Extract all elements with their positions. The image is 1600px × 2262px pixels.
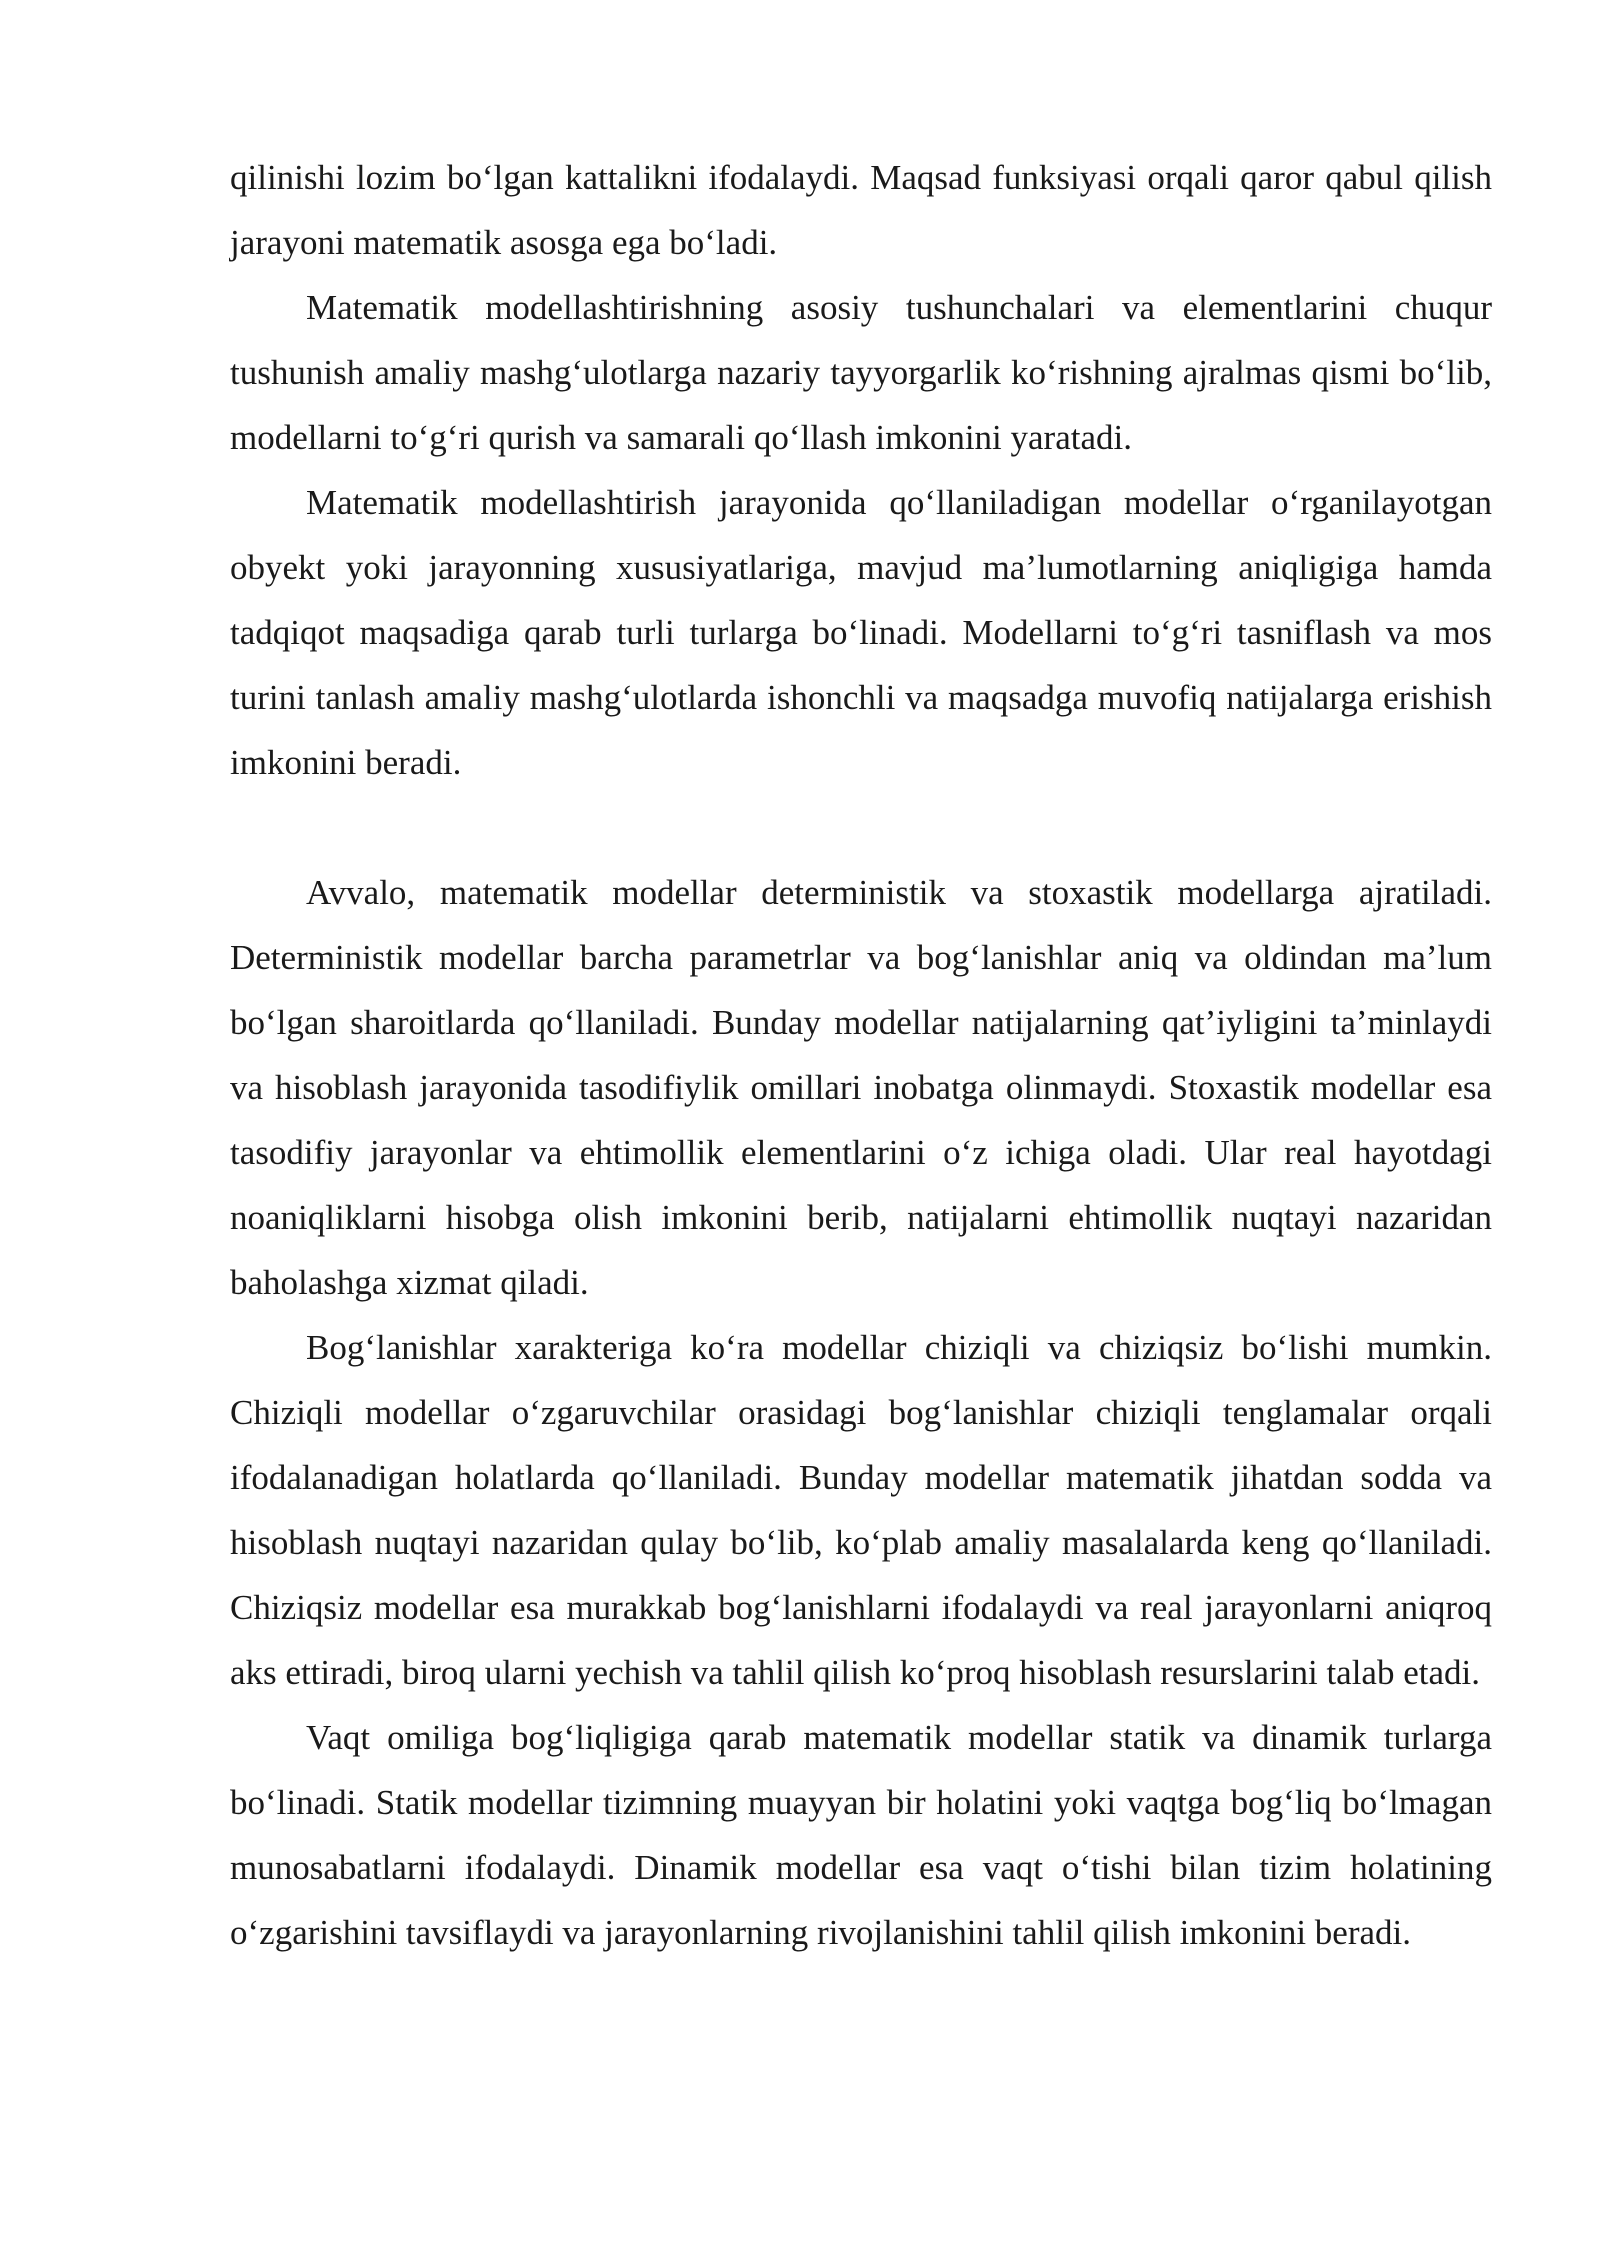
paragraph-continued: qilinishi lozim bo‘lgan kattalikni ifodalaydi. Maqsad funksiyasi orqali qaror qabul qilish jarayoni matematik asosga ega bo‘ladi.: [230, 158, 1492, 262]
paragraph-model-types-intro: Matematik modellashtirish jarayonida qo‘llaniladigan modellar o‘rganilayotgan obyekt yoki jarayonning xususiyatlariga, mavjud ma’lumotlarning aniqligiga hamda tadqiqot maqsadiga qarab turli turlarga bo‘linadi. Modellarni to‘g‘ri tasniflash va mos turini tanlash amaliy mashg‘ulotlarda ishonchli va maqsadga muvofiq natijalarga erishish imkonini beradi.: [230, 483, 1492, 782]
document-body: [230, 145, 1492, 1965]
paragraph-linear-nonlinear: Bog‘lanishlar xarakteriga ko‘ra modellar chiziqli va chiziqsiz bo‘lishi mumkin. Chiziqli modellar o‘zgaruvchilar orasidagi bog‘lanishlar chiziqli tenglamalar orqali ifodalanadigan holatlarda qo‘llaniladi. Bunday modellar matematik jihatdan sodda va hisoblash nuqtayi nazaridan qulay bo‘lib, ko‘plab amaliy masalalarda keng qo‘llaniladi. Chiziqsiz modellar esa murakkab bog‘lanishlarni ifodalaydi va real jarayonlarni aniqroq aks ettiradi, biroq ularni yechish va tahlil qilish ko‘proq hisoblash resurslarini talab etadi.: [230, 1328, 1492, 1692]
paragraph-deterministic-stochastic: Avvalo, matematik modellar deterministik va stoxastik modellarga ajratiladi. Deterministik modellar barcha parametrlar va bog‘lanishlar aniq va oldindan ma’lum bo‘lgan sharoitlarda qo‘llaniladi. Bunday modellar natijalarning qat’iyligini ta’minlaydi va hisoblash jarayonida tasodifiylik omillari inobatga olinmaydi. Stoxastik modellar esa tasodifiy jarayonlar va ehtimollik elementlarini o‘z ichiga oladi. Ular real hayotdagi noaniqliklarni hisobga olish imkonini berib, natijalarni ehtimollik nuqtayi nazaridan baholashga xizmat qiladi.: [230, 873, 1492, 1302]
paragraph-modelling-concepts: Matematik modellashtirishning asosiy tushunchalari va elementlarini chuqur tushunish amaliy mashg‘ulotlarga nazariy tayyorgarlik ko‘rishning ajralmas qismi bo‘lib, modellarni to‘g‘ri qurish va samarali qo‘llash imkonini yaratadi.: [230, 288, 1492, 457]
paragraph-static-dynamic: Vaqt omiliga bog‘liqligiga qarab matematik modellar statik va dinamik turlarga bo‘linadi. Statik modellar tizimning muayyan bir holatini yoki vaqtga bog‘liq bo‘lmagan munosabatlarni ifodalaydi. Dinamik modellar esa vaqt o‘tishi bilan tizim holatining o‘zgarishini tavsiflaydi va jarayonlarning rivojlanishini tahlil qilish imkonini beradi.: [230, 1718, 1492, 1952]
